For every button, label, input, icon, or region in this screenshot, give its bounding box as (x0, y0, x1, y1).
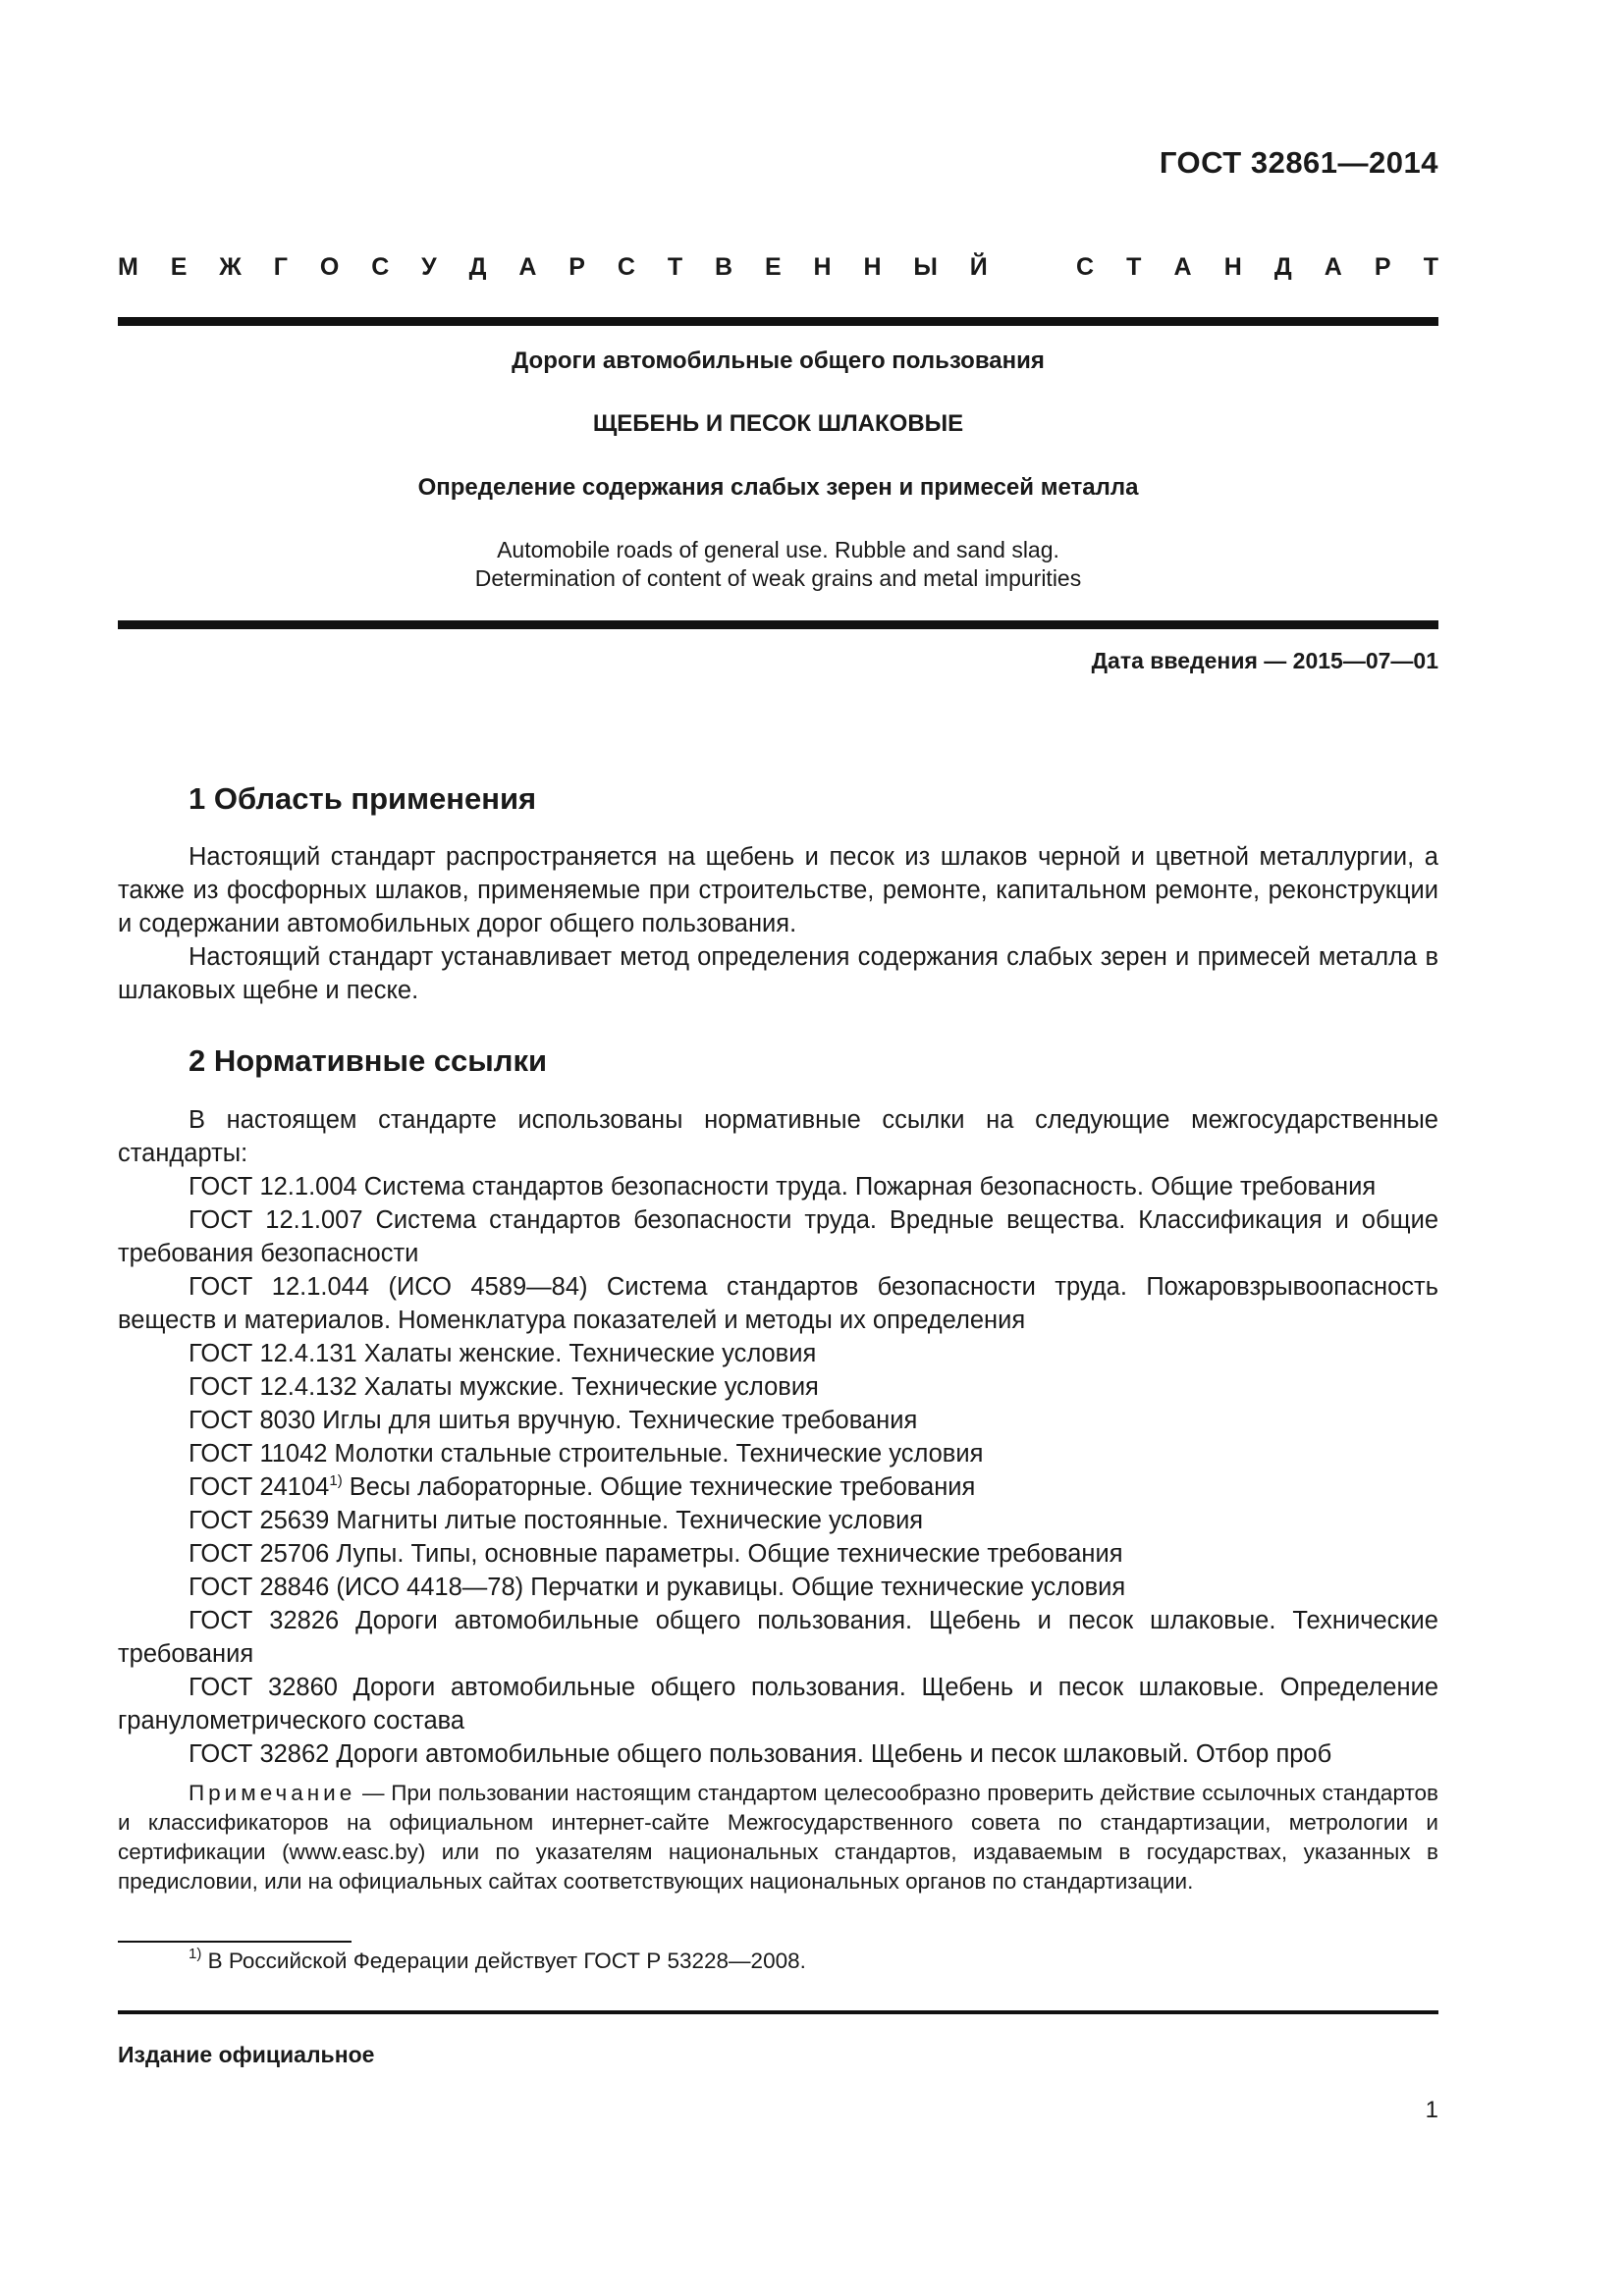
banner-letter: Й (969, 252, 988, 281)
references-intro: В настоящем стандарте использованы нормативные ссылки на следующие межгосударственные стандарты: (118, 1106, 1438, 1167)
note-label: Примечание (189, 1781, 356, 1805)
banner-word-interstate (118, 253, 988, 282)
banner-letter: Е (170, 252, 188, 281)
reference-item: ГОСТ 12.4.132 Халаты мужские. Технические условия (189, 1373, 819, 1401)
footer-rule (118, 2010, 1438, 2014)
banner-word-standard (1076, 253, 1438, 282)
introduction-date: Дата введения — 2015—07—01 (1091, 648, 1438, 673)
banner-letter: А (518, 252, 537, 281)
official-edition-label: Издание официальное (118, 2042, 375, 2067)
banner-letter: М (118, 252, 138, 281)
note-text: — При пользовании настоящим стандартом целесообразно проверить действие ссылочных стандартов и классификаторов на официальном интернет-сайте Межгосударственного совета по стандартизации, метрологии и сертификации (www.easc.by) или по указателям национальных стандартов, издаваемым в государствах, указанных в предисловии, или на официальных сайтах соответствующих национальных органов по стандартизации. (118, 1781, 1438, 1894)
title-method: Определение содержания слабых зерен и примесей металла (417, 474, 1139, 501)
banner-letter: Т (667, 252, 683, 281)
reference-item: ГОСТ 12.1.004 Система стандартов безопасности труда. Пожарная безопасность. Общие требования (189, 1173, 1377, 1201)
reference-code: ГОСТ 24104 (189, 1473, 330, 1501)
banner-letter: Д (468, 252, 487, 281)
references-note (118, 1779, 1438, 1896)
section-1-body (118, 840, 1438, 1007)
title-road-type: Дороги автомобильные общего пользования (512, 347, 1045, 374)
banner-letter: Н (1223, 252, 1242, 281)
section-2-heading: 2 Нормативные ссылки (189, 1043, 548, 1078)
reference-item: ГОСТ 12.1.044 (ИСО 4589—84) Система стандартов безопасности труда. Пожаровзрывоопасность веществ и материалов. Номенклатура показателей и методы их определения (118, 1273, 1438, 1334)
banner-letter: Ы (913, 252, 938, 281)
reference-item: ГОСТ 25706 Лупы. Типы, основные параметры. Общие технические требования (189, 1540, 1123, 1568)
banner-letter: А (1324, 252, 1342, 281)
banner-letter: В (714, 252, 733, 281)
english-title-line-2: Determination of content of weak grains and metal impurities (474, 565, 1082, 591)
reference-item: ГОСТ 8030 Иглы для шитья вручную. Технические требования (189, 1407, 918, 1434)
interstate-standard-banner (118, 250, 1438, 284)
reference-item: ГОСТ 12.1.007 Система стандартов безопасности труда. Вредные вещества. Классификация и общие требования безопасности (118, 1206, 1438, 1267)
banner-letter: Н (813, 252, 832, 281)
reference-item: ГОСТ 32826 Дороги автомобильные общего пользования. Щебень и песок шлаковые. Технические требования (118, 1607, 1438, 1668)
banner-letter: С (617, 252, 635, 281)
reference-item: ГОСТ 32862 Дороги автомобильные общего пользования. Щебень и песок шлаковый. Отбор проб (189, 1740, 1332, 1768)
english-title (118, 536, 1438, 593)
reference-item: ГОСТ 32860 Дороги автомобильные общего пользования. Щебень и песок шлаковые. Определение гранулометрического состава (118, 1674, 1438, 1735)
reference-list (118, 1170, 1438, 1470)
banner-letter: А (1173, 252, 1192, 281)
english-title-line-1: Automobile roads of general use. Rubble and sand slag. (497, 537, 1059, 562)
footnote (189, 1946, 806, 1974)
banner-letter: С (371, 252, 390, 281)
section-1-heading: 1 Область применения (189, 781, 537, 816)
banner-letter: У (421, 252, 437, 281)
banner-letter: Р (1374, 252, 1391, 281)
banner-letter: Ж (219, 252, 242, 281)
reference-item: ГОСТ 11042 Молотки стальные строительные. Технические условия (189, 1440, 984, 1468)
top-rule (118, 317, 1438, 326)
banner-letter: О (319, 252, 340, 281)
document-number: ГОСТ 32861—2014 (1159, 145, 1438, 180)
reference-title: Весы лабораторные. Общие технические требования (342, 1473, 976, 1501)
section-1-paragraph: Настоящий стандарт распространяется на щебень и песок из шлаков черной и цветной металлургии, а также из фосфорных шлаков, применяемые при строительстве, ремонте, капитальном ремонте, реконструкции и содержании автомобильных дорог общего пользования. (118, 843, 1438, 937)
reference-item: ГОСТ 12.4.131 Халаты женские. Технические условия (189, 1340, 817, 1367)
banner-letter: Д (1273, 252, 1292, 281)
banner-letter: Т (1423, 252, 1438, 281)
title-subject: ЩЕБЕНЬ И ПЕСОК ШЛАКОВЫЕ (592, 410, 964, 437)
title-bottom-rule (118, 620, 1438, 629)
banner-letter: Н (863, 252, 882, 281)
footnote-separator (118, 1941, 352, 1943)
reference-item (118, 1470, 1438, 1504)
footnote-marker: 1) (189, 1946, 202, 1962)
banner-letter: Т (1126, 252, 1142, 281)
footnote-marker: 1) (329, 1472, 343, 1489)
document-page (118, 0, 1438, 2296)
section-1-paragraph: Настоящий стандарт устанавливает метод определения содержания слабых зерен и примесей металла в шлаковых щебне и песке. (118, 943, 1438, 1004)
normative-references (118, 1103, 1438, 1771)
footnote-text: В Российской Федерации действует ГОСТ Р 53228—2008. (201, 1949, 806, 1973)
banner-letter: Е (764, 252, 782, 281)
banner-letter: Р (568, 252, 585, 281)
reference-item: ГОСТ 25639 Магниты литые постоянные. Технические условия (189, 1507, 924, 1534)
reference-item: ГОСТ 28846 (ИСО 4418—78) Перчатки и рукавицы. Общие технические условия (189, 1574, 1126, 1601)
banner-letter: С (1076, 252, 1095, 281)
page-number: 1 (1425, 2097, 1438, 2123)
banner-letter: Г (273, 252, 288, 281)
reference-list (118, 1504, 1438, 1771)
